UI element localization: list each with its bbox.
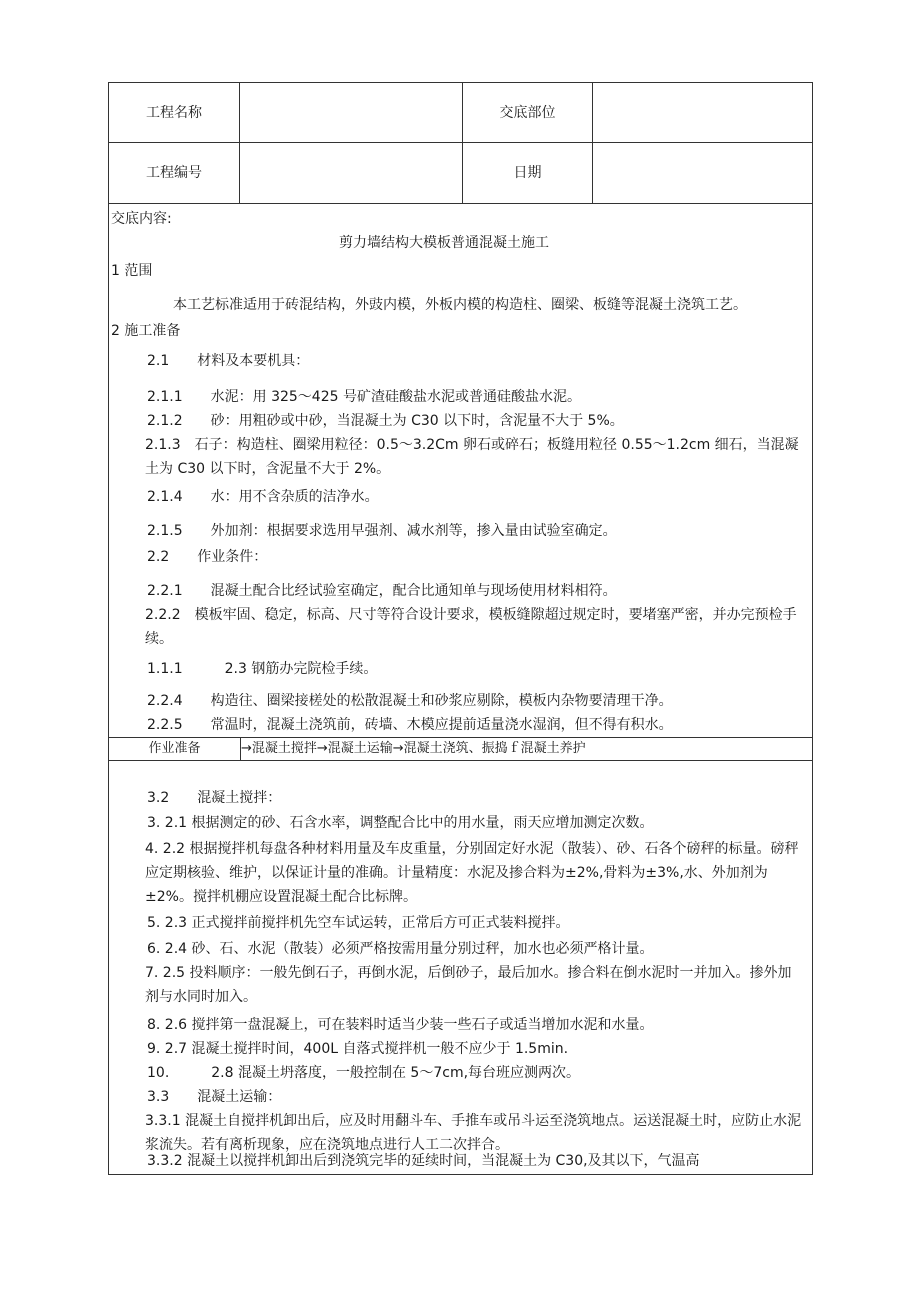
item-2-2-4: 2.2.4 构造往、圈梁接槎处的松散混凝土和砂浆应剔除，模板内杂物要清理干净。 <box>147 693 673 709</box>
section-3-3: 3.3 混凝土运输： <box>147 1089 282 1105</box>
item-2-1-5: 2.1.5 外加剂：根据要求选用早强剂、减水剂等，掺入量由试验室确定。 <box>147 523 617 539</box>
para-3-2-4: 6. 2.4 砂、石、水泥（散装）必须严格按需用量分别过秤，加水也必须严格计量。 <box>147 941 654 957</box>
process-flow: →混凝土搅拌→混凝土运输→混凝土浇筑、振捣ｆ混凝土养护 <box>241 741 586 756</box>
section-1-heading: 1 范围 <box>111 263 153 279</box>
row-divider <box>109 760 812 761</box>
para-3-2-1: 3. 2.1 根据测定的砂、石含水率，调整配合比中的用水量，雨天应增加测定次数。 <box>147 815 654 831</box>
item-2-2-5: 2.2.5 常温时，混凝土浇筑前，砖墙、木模应提前适量浇水湿润，但不得有积水。 <box>147 717 673 733</box>
item-2-1-4: 2.1.4 水：用不含杂质的洁净水。 <box>147 489 379 505</box>
item-2-1-3: 2.1.3 石子：构造柱、圈梁用粒径：0.5～3.2Cm 卵石或碎石；板缝用粒径 0.55～1.2cm 细石，当混凝土为 C30 以下时，含泥量不大于 2%。 <box>145 437 799 477</box>
para-3-2-5: 7. 2.5 投料顺序：一般先倒石子，再倒水泥，后倒砂子，最后加水。掺合料在倒水泥时一并加入。掺外加剂与水同时加入。 <box>145 965 792 1005</box>
para-3-2-8: 10. 2.8 混凝土坍落度，一般控制在 5～7cm,每台班应测两次。 <box>147 1065 581 1081</box>
para-3-2-3: 5. 2.3 正式搅拌前搅拌机先空车试运转，正常后方可正式装料搅拌。 <box>147 915 570 931</box>
item-2-2-1: 2.2.1 混凝土配合比经试验室确定，配合比通知单与现场使用材料相符。 <box>147 583 617 599</box>
item-1-1-1: 1.1.1 2.3 钢筋办完院检手续。 <box>147 661 378 677</box>
document-title: 剪力墙结构大模板普通混凝土施工 <box>339 235 549 251</box>
intro-label: 交底内容: <box>111 211 172 227</box>
date-label: 日期 <box>513 165 542 181</box>
item-2-1-2: 2.1.2 砂：用粗砂或中砂，当混凝土为 C30 以下时，含泥量不大于 5%。 <box>147 413 624 429</box>
col-divider <box>592 83 593 203</box>
col-divider <box>462 83 463 203</box>
para-3-2-7: 9. 2.7 混凝土搅拌时间，400L 自落式搅拌机一般不应少于 1.5min. <box>147 1041 569 1057</box>
para-3-3-2: 3.3.2 混凝土以搅拌机卸出后到浇筑完毕的延续时间，当混凝土为 C30,及其以下，气温高 <box>147 1153 700 1169</box>
item-2-1-1: 2.1.1 水泥：用 325～425 号矿渣硅酸盐水泥或普通硅酸盐水泥。 <box>147 389 581 405</box>
col-divider <box>239 83 240 203</box>
handover-form <box>108 82 813 1175</box>
project-no-label: 工程编号 <box>146 165 202 181</box>
section-2-2: 2.2 作业条件： <box>147 549 268 565</box>
handover-part-label: 交底部位 <box>499 105 556 121</box>
flow-label: 作业准备 <box>148 741 201 756</box>
item-2-2-2: 2.2.2 模板牢固、稳定，标高、尺寸等符合设计要求，模板缝隙超过规定时，要堵塞严密，并办完预检手续。 <box>145 607 797 647</box>
para-3-2-6: 8. 2.6 搅拌第一盘混凝上，可在装料时适当少装一些石子或适当增加水泥和水量。 <box>147 1017 654 1033</box>
section-2-heading: 2 施工准备 <box>111 323 181 339</box>
section-1-text: 本工艺标准适用于砖混结构，外豉内模，外板内模的构造柱、圈梁、板缝等混凝土浇筑工艺。 <box>173 297 747 313</box>
project-name-label: 工程名称 <box>146 105 202 121</box>
para-3-3-1: 3.3.1 混凝土自搅拌机卸出后，应及时用翻斗车、手推车或吊斗运至浇筑地点。运送混凝土时，应防止水泥浆流失。若有离析现象，应在浇筑地点进行人工二次拌合。 <box>145 1113 802 1153</box>
section-2-1: 2.1 材料及本要机具： <box>147 353 310 369</box>
para-3-2-2: 4. 2.2 根据搅拌机每盘各种材料用量及车皮重量，分别固定好水泥（散装）、砂、石各个磅秤的标量。磅秤应定期核验、维护，以保证计量的准确。计量精度：水泥及掺合料为±2%,骨料为±3%,水、外加剂为±2%。搅拌机棚应设置混凝土配合比标牌。 <box>145 841 799 905</box>
row-divider <box>109 203 812 204</box>
row-divider <box>109 142 812 143</box>
section-3-2: 3.2 混凝土搅拌： <box>147 790 282 806</box>
